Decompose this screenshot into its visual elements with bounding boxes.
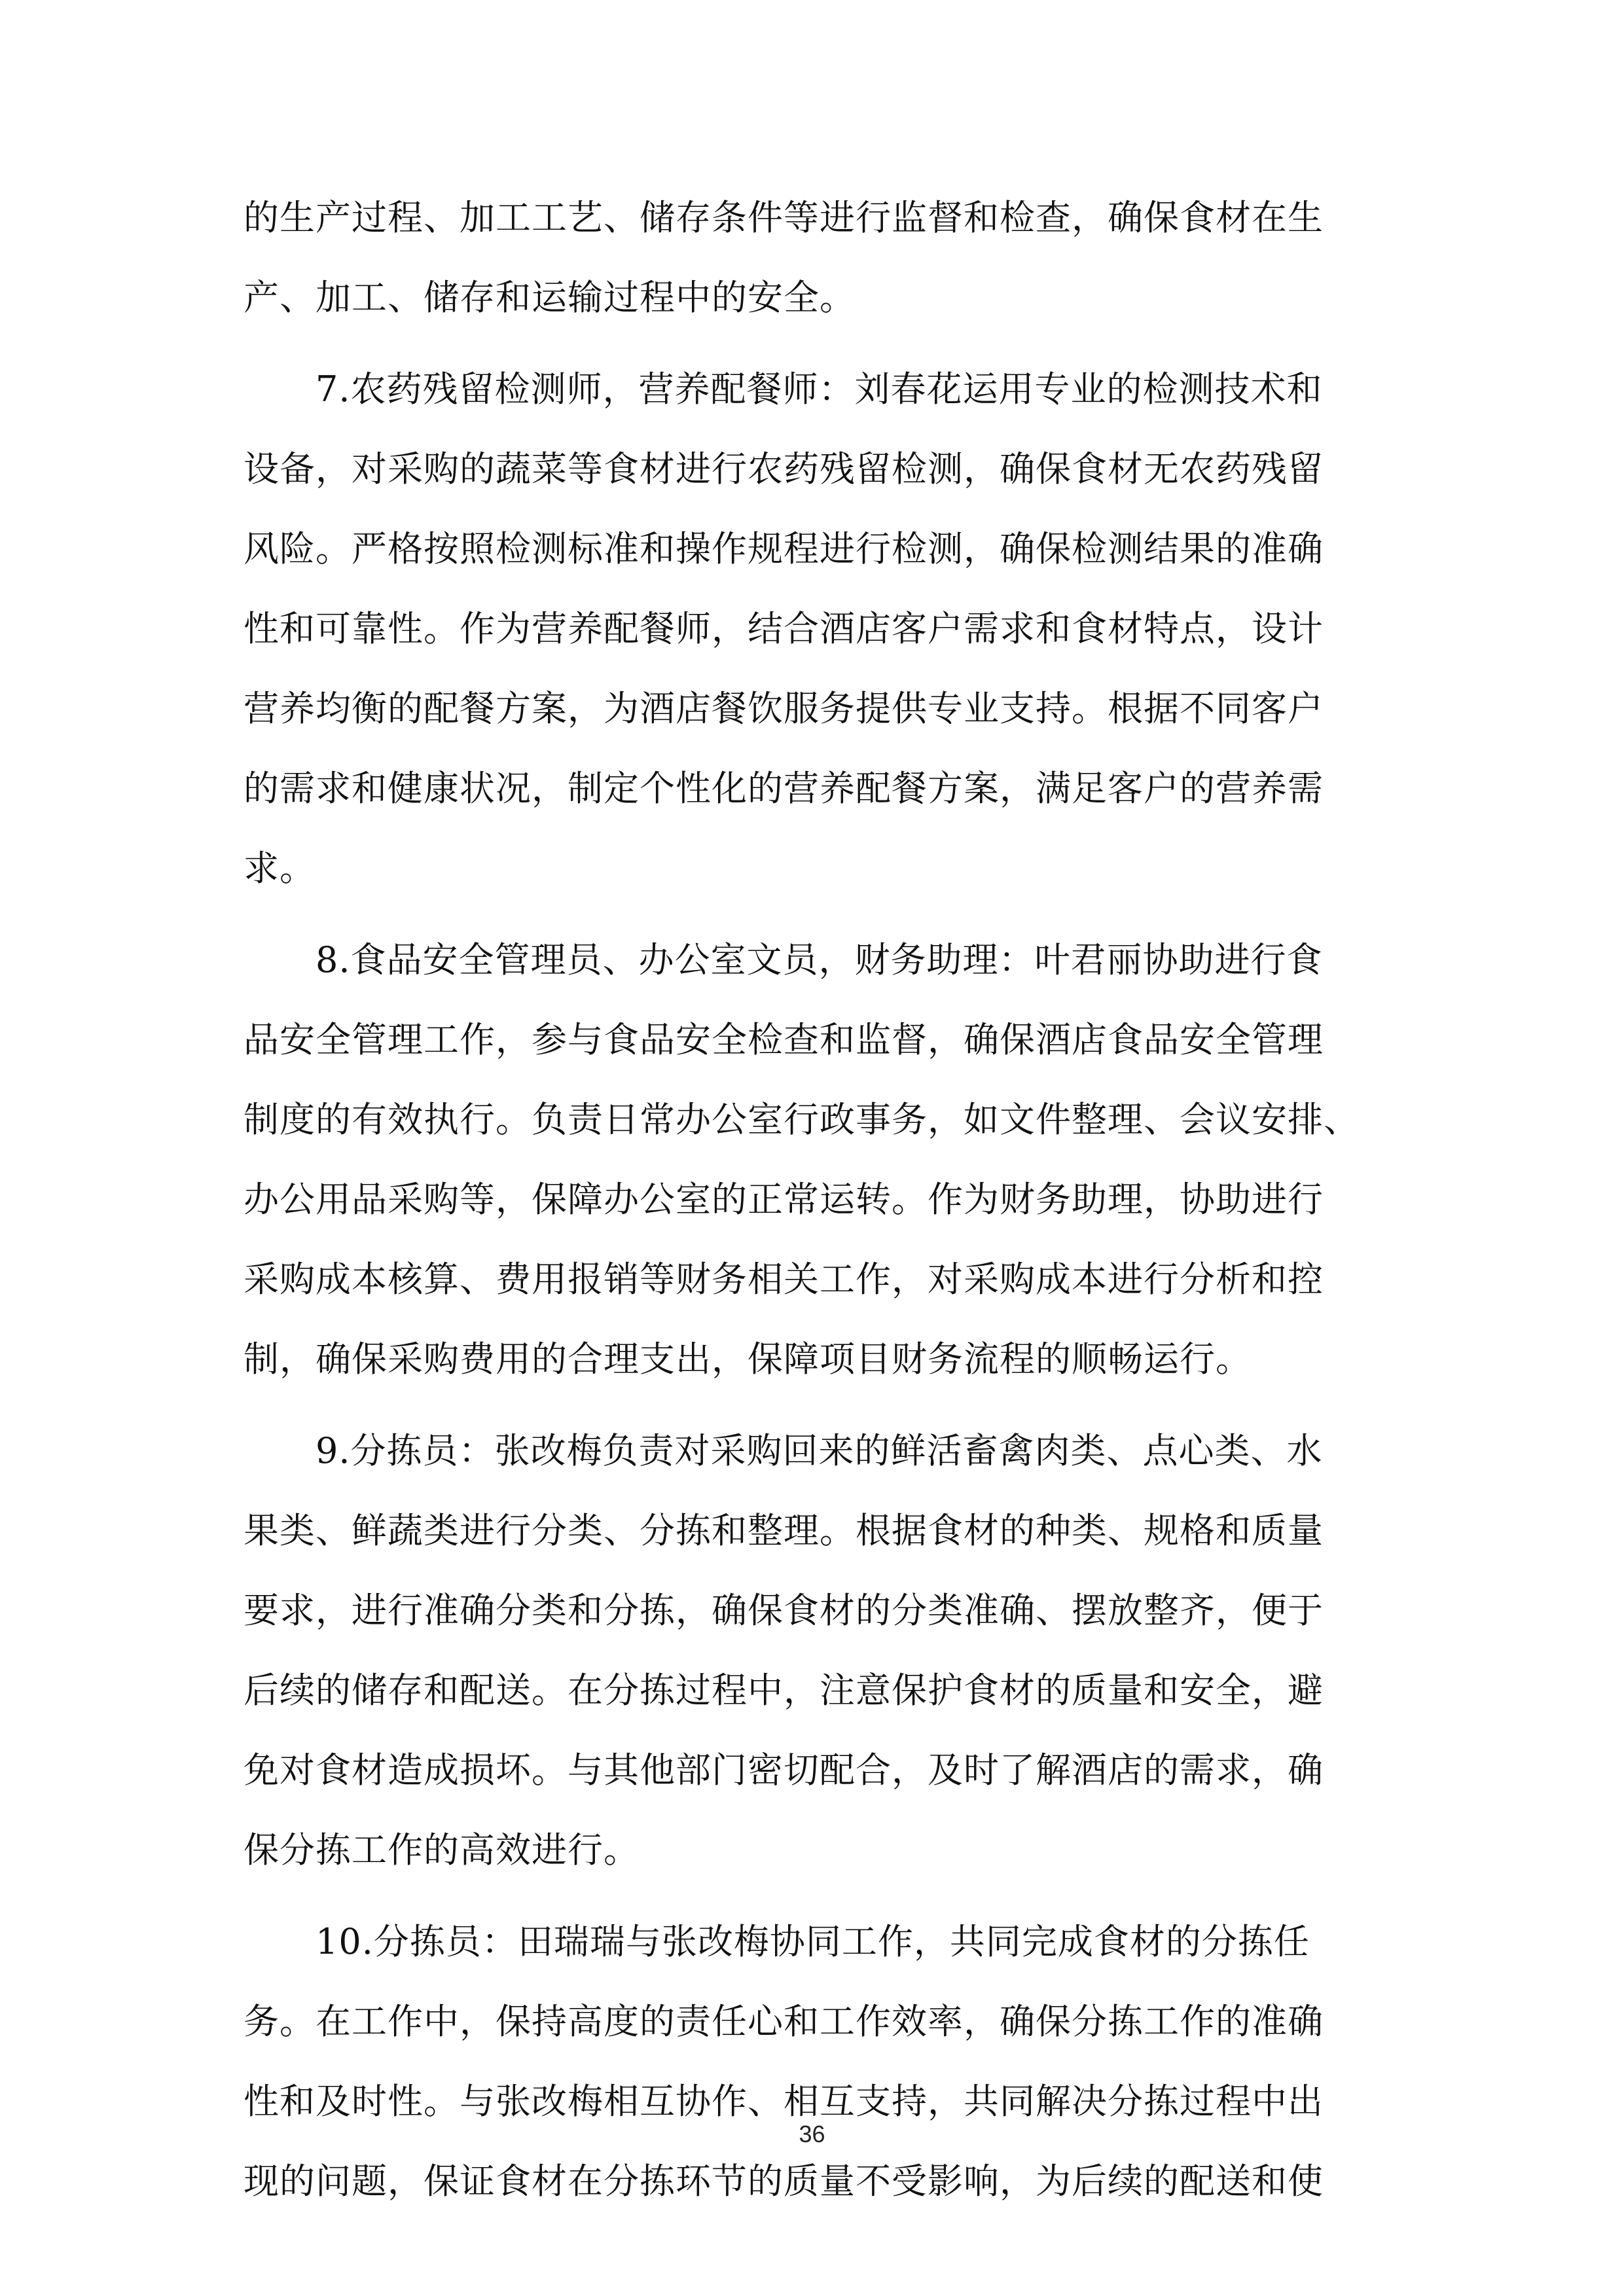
page-number: 36 [799,2121,825,2147]
text-line: 营养均衡的配餐方案，为酒店餐饮服务提供专业支持。根据不同客户 [244,688,1324,729]
text-line: 制度的有效执行。负责日常办公室行政事务，如文件整理、会议安排、 [244,1099,1360,1140]
text-line: 设备，对采购的蔬菜等食材进行农药残留检测，确保食材无农药残留 [244,448,1324,490]
text-line: 7.农药残留检测师，营养配餐师：刘春花运用专业的检测技术和 [316,368,1323,410]
text-line: 产、加工、储存和运输过程中的安全。 [244,277,856,318]
text-line: 的生产过程、加工工艺、储存条件等进行监督和检查，确保食材在生 [244,197,1324,238]
paragraph-item-8 [244,920,1382,1399]
text-line: 求。 [244,848,316,889]
text-line: 务。在工作中，保持高度的责任心和工作效率，确保分拣工作的准确 [244,2001,1324,2042]
paragraph-item-7 [244,350,1382,908]
text-line: 免对食材造成损坏。与其他部门密切配合，及时了解酒店的需求，确 [244,1749,1324,1791]
text-line: 性和及时性。与张改梅相互协作、相互支持，共同解决分拣过程中出 [244,2081,1324,2122]
text-line: 要求，进行准确分类和分拣，确保食材的分类准确、摆放整齐，便于 [244,1590,1324,1631]
text-line: 保分拣工作的高效进行。 [244,1829,640,1871]
text-line: 10.分拣员：田瑞瑞与张改梅协同工作，共同完成食材的分拣任 [316,1921,1310,1962]
text-line: 现的问题，保证食材在分拣环节的质量不受影响，为后续的配送和使 [244,2161,1324,2202]
text-line: 性和可靠性。作为营养配餐师，结合酒店客户需求和食材特点，设计 [244,608,1324,649]
paragraph-continuation [244,178,1382,338]
text-line: 品安全管理工作，参与食品安全检查和监督，确保酒店食品安全管理 [244,1019,1324,1060]
text-line: 8.食品安全管理员、办公室文员，财务助理：叶君丽协助进行食 [316,939,1323,980]
text-line: 的需求和健康状况，制定个性化的营养配餐方案，满足客户的营养需 [244,768,1324,809]
text-line: 制，确保采购费用的合理支出，保障项目财务流程的顺畅运行。 [244,1338,1252,1380]
paragraph-item-10 [244,1902,1382,2221]
text-line: 风险。严格按照检测标准和操作规程进行检测，确保检测结果的准确 [244,528,1324,569]
text-line: 办公用品采购等，保障办公室的正常运转。作为财务助理，协助进行 [244,1179,1324,1220]
body-text [244,178,1382,2221]
paragraph-item-9 [244,1411,1382,1890]
text-line: 果类、鲜蔬类进行分类、分拣和整理。根据食材的种类、规格和质量 [244,1510,1324,1551]
text-line: 后续的储存和配送。在分拣过程中，注意保护食材的质量和安全，避 [244,1670,1324,1711]
text-line: 9.分拣员：张改梅负责对采购回来的鲜活畜禽肉类、点心类、水 [316,1430,1323,1471]
text-line: 采购成本核算、费用报销等财务相关工作，对采购成本进行分析和控 [244,1259,1324,1300]
